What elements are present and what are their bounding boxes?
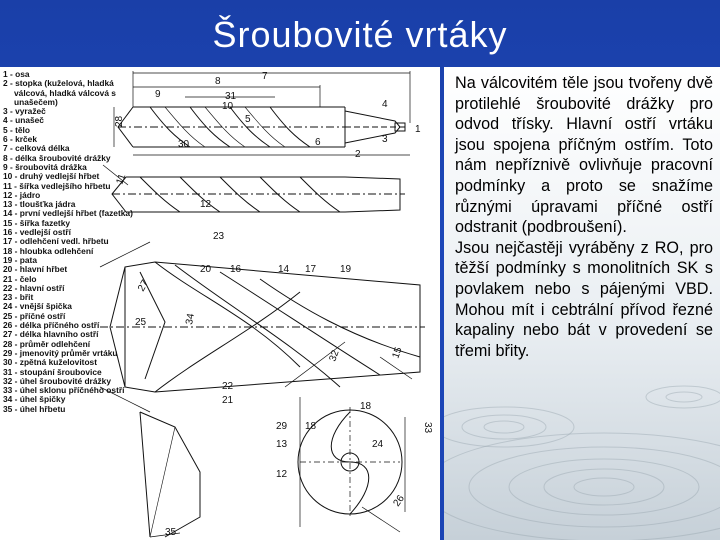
legend-item: 17 - odlehčení vedl. hřbetu [3,236,109,247]
legend-item: 20 - hlavní hřbet [3,264,68,275]
legend-item: 31 - stoupání šroubovice [3,366,102,377]
legend-item: 7 - celková délka [3,143,70,154]
drill-drawing-panel [0,67,440,540]
description-paragraph-1: Na válcovitém těle jsou tvořeny dvě protilehlé šroubovité drážky pro odvod třísky. Hlavní ostří vrtáku jsou spojena příčným ostřím. Toto nám nepříznivě ovlivňuje pracovní podmínky a proto se snažíme různými úpravami příčné ostří odstranit (podbroušení). [455,74,713,237]
callout-numbers [114,71,433,538]
callout-34: 34 [184,312,197,326]
legend-item: 28 - průměr odlehčení [3,338,91,349]
legend-item: 34 - úhel špičky [3,394,66,405]
callout-6: 6 [315,137,321,148]
callout-17: 17 [305,264,317,275]
callout-25: 25 [135,317,147,328]
callout-23: 23 [213,231,225,242]
callout-27: 27 [136,278,152,294]
legend-item: 14 - první vedlejší hřbet (fazetka) [3,208,133,219]
callout-21: 21 [222,395,234,406]
callout-1: 1 [415,124,421,135]
callout-12: 12 [200,199,212,210]
callout-5: 5 [245,114,251,125]
legend-item: 16 - vedlejší ostří [3,227,71,238]
callout-3: 3 [382,134,388,145]
legend-item: 32 - úhel šroubovité drážky [3,375,111,386]
point-view-outline [100,242,425,412]
callout-24: 24 [372,439,384,450]
legend-item: 18 - hloubka odlehčení [3,245,94,256]
legend-item: 1 - osa [3,69,30,79]
legend-item: 13 - tloušťka jádra [3,199,76,210]
legend-item: 35 - úhel hřbetu [3,403,66,414]
top-drill-outline [118,107,405,147]
callout-18: 18 [360,401,372,412]
callout-11: 11 [114,172,129,187]
legend-item: 15 - šířka fazetky [3,217,71,228]
top-dimension-lines [114,71,410,155]
legend-item: 19 - pata [3,254,37,265]
legend-item: 2 - stopka (kuželová, hladká válcová, hladká válcová s unašečem) [3,78,116,107]
slide-title: Šroubovité vrtáky [212,14,508,55]
callout-31: 31 [225,91,237,102]
legend-item: 24 - vnější špička [3,301,72,312]
callout-10: 10 [222,101,234,112]
legend-item: 33 - úhel sklonu příčného ostří [3,385,125,396]
callout-14: 14 [278,264,290,275]
callout-7: 7 [262,71,268,82]
callout-30: 30 [178,139,190,150]
legend-item: 23 - břit [3,292,34,303]
legend-item: 29 - jmenovitý průměr vrtáku [3,347,118,358]
legend-item: 25 - příčné ostří [3,310,66,321]
description-panel [444,67,720,540]
end-view-outline [298,397,405,532]
callout-22: 22 [222,381,234,392]
callout-9: 9 [155,89,161,100]
description-paragraph-2: Jsou nejčastěji vyráběny z RO, pro těžší podmínky s monolitních SK s povlakem nebo s pájenými VBD. Mohou mít i cebtrální přívod řezné kapaliny nebo bát v provedení se třemi břity. [455,238,713,360]
legend-item: 12 - jádro [3,189,41,200]
legend-item: 30 - zpětná kuželovitost [3,357,98,368]
callout-16: 16 [230,264,242,275]
callout-19: 19 [340,264,352,275]
callout-33: 33 [422,422,433,434]
lip-detail-outline [140,412,200,537]
legend-item: 9 - šroubovitá drážka [3,161,87,172]
legend-item: 27 - délka hlavního ostří [3,329,99,340]
legend-item: 11 - šířka vedlejšího hřbetu [3,180,111,191]
callout-32: 32 [327,348,342,364]
callout-15: 15 [390,345,405,361]
callout-4: 4 [382,99,388,110]
legend-item: 5 - tělo [3,124,30,135]
callout-29: 29 [276,421,288,432]
callout-35: 35 [165,527,177,538]
legend-item: 10 - druhý vedlejší hřbet [3,171,100,182]
callout-13: 13 [276,439,288,450]
callout-8: 8 [215,76,221,87]
legend-item: 6 - krček [3,134,37,145]
legend-item: 3 - vyražeč [3,106,46,117]
legend-item: 26 - délka příčného ostří [3,320,100,331]
callout-26: 26 [391,493,407,509]
callout-18b: 18 [305,421,317,432]
middle-drill-outline [103,165,405,212]
drill-technical-drawing [0,67,440,540]
callout-12b: 12 [276,469,288,480]
callout-2: 2 [355,149,361,160]
legend-item: 22 - hlavní ostří [3,282,65,293]
callout-28: 28 [114,115,125,127]
legend-item: 8 - délka šroubovité drážky [3,152,111,163]
legend-item: 21 - čelo [3,273,37,284]
legend-item: 4 - unašeč [3,115,44,126]
description-text [455,73,713,361]
callout-20: 20 [200,264,212,275]
